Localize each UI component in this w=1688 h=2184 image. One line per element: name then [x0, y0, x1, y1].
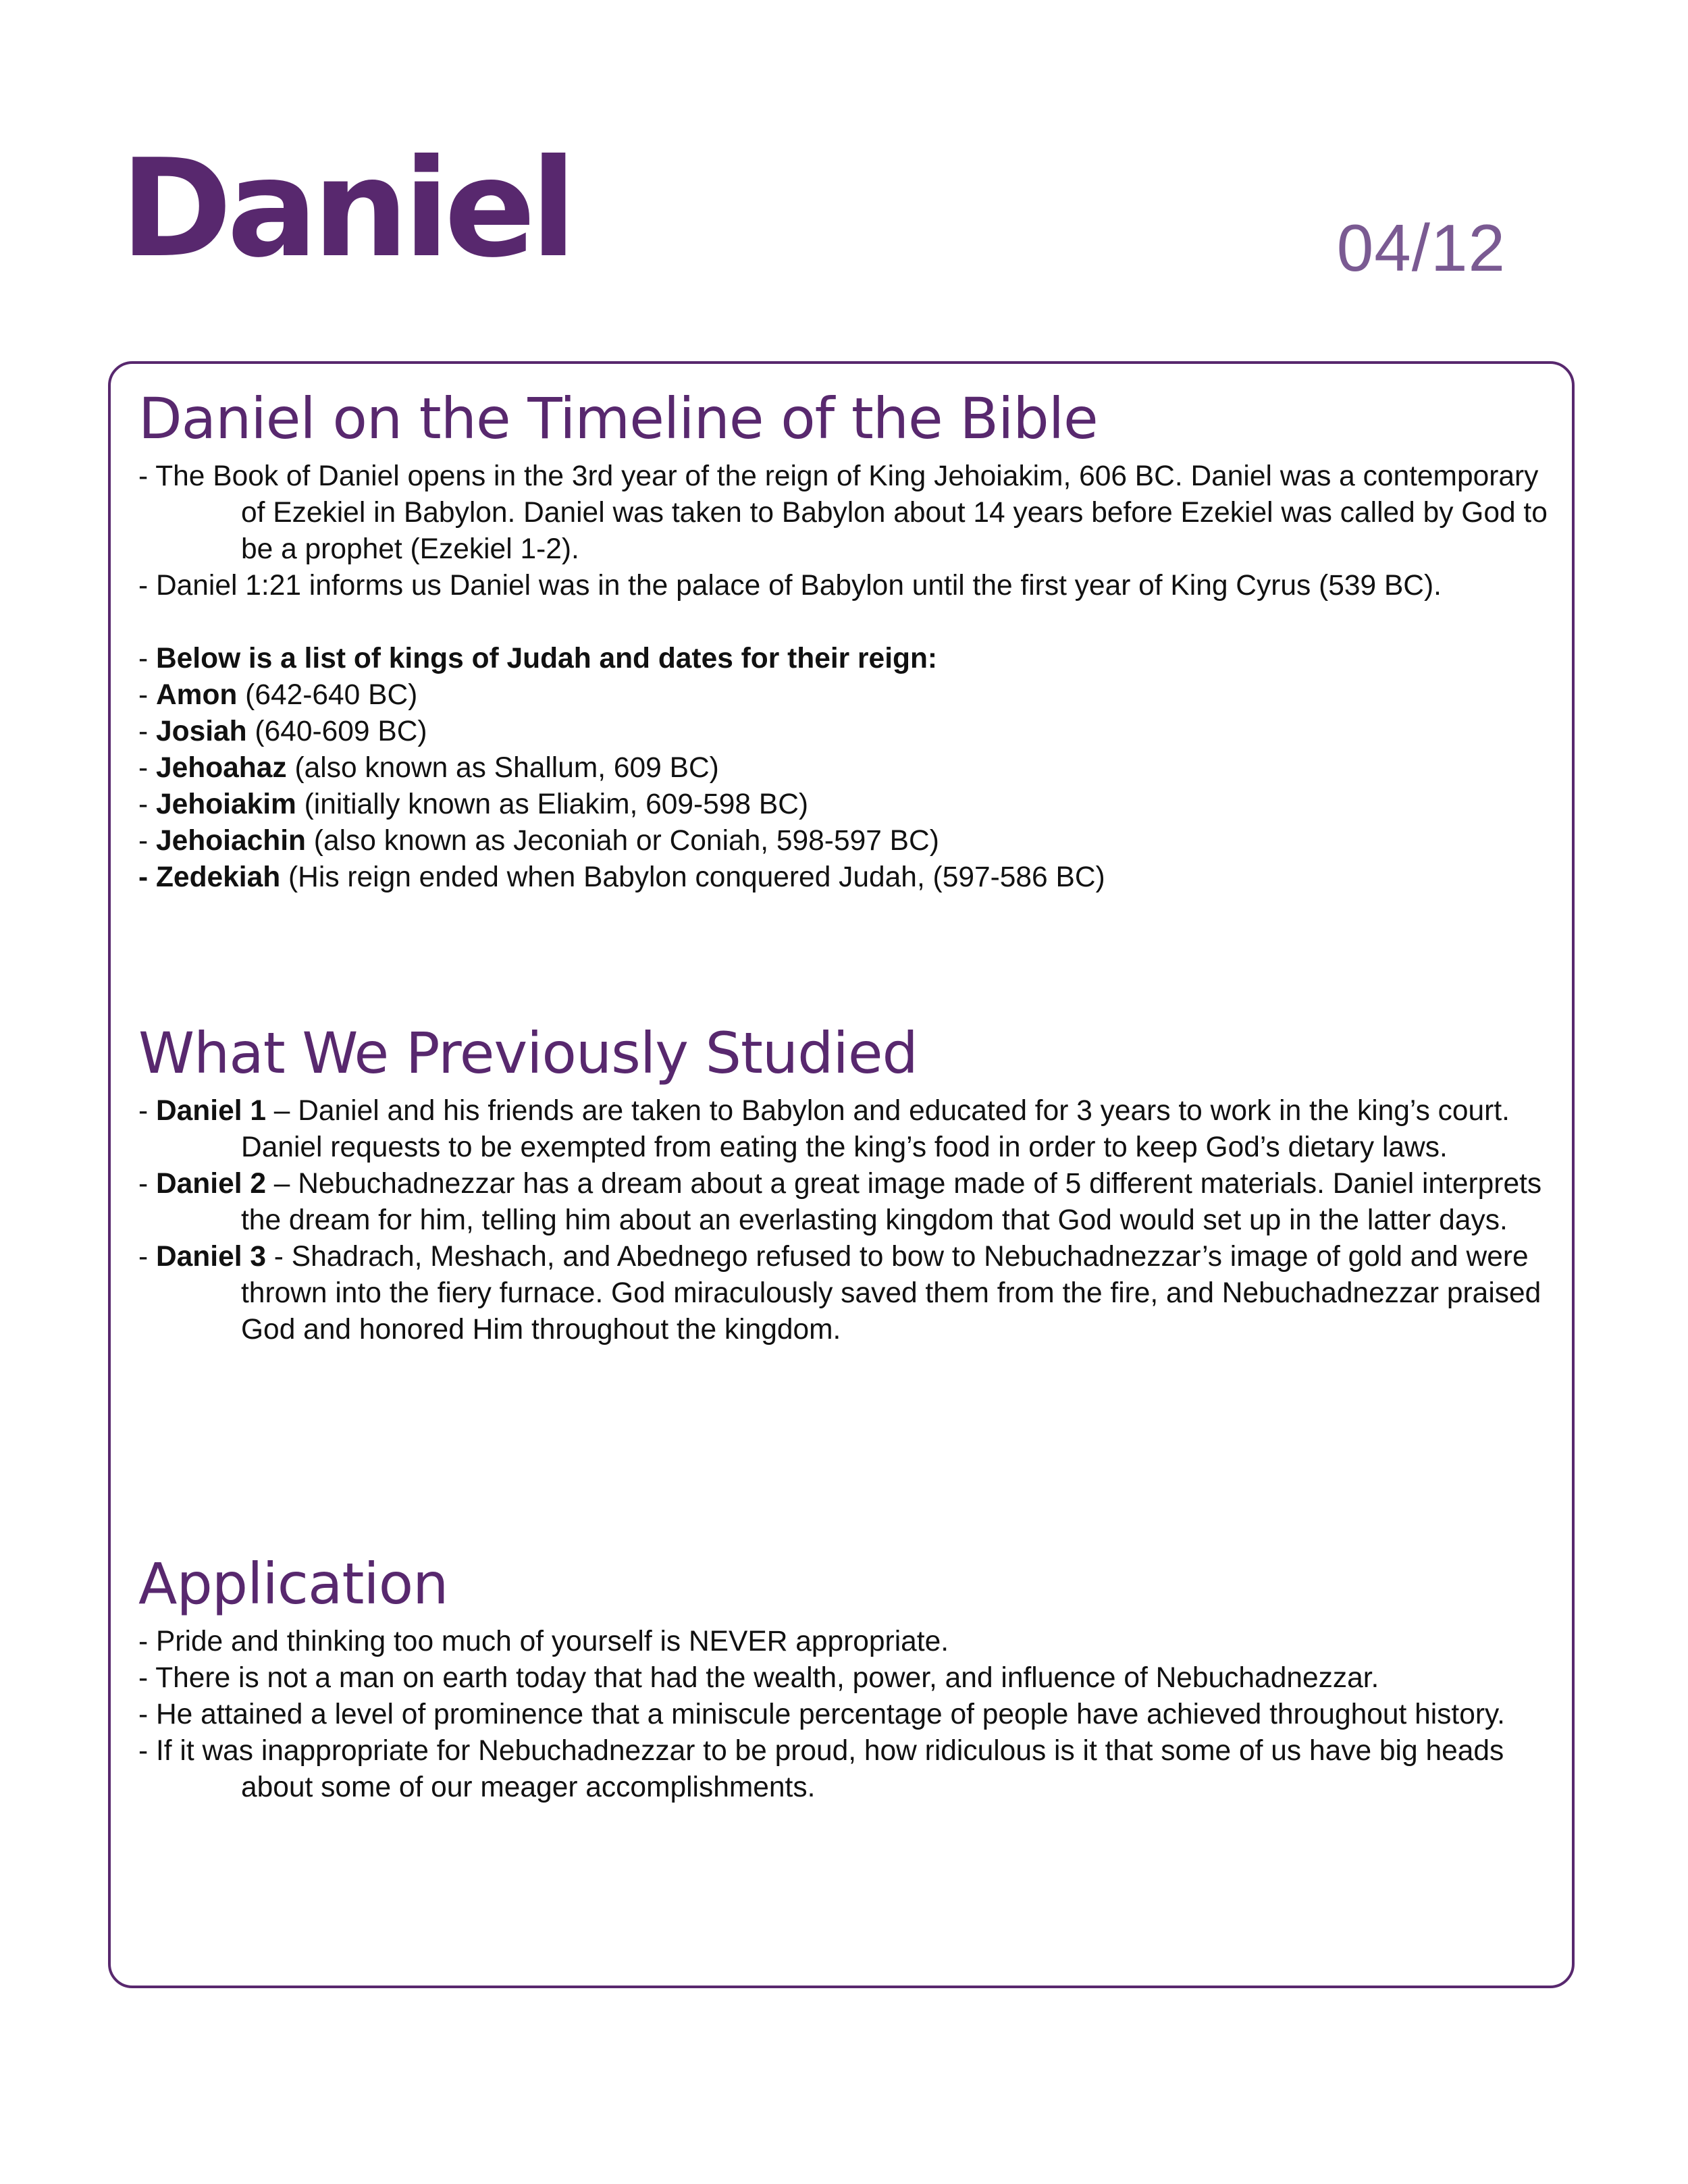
previous-lines — [138, 1093, 1556, 1348]
king-name: Jehoiachin — [155, 824, 306, 857]
bullet-prefix: - — [138, 788, 156, 820]
application-item: - He attained a level of prominence that a miniscule percentage of people have achieved throughout history. — [138, 1698, 1505, 1730]
king-name: Josiah — [155, 715, 247, 747]
kings-list-heading-text: Below is a list of kings of Judah and dates for their reign: — [155, 642, 938, 674]
king-detail: (also known as Jeconiah or Coniah, 598-597 BC) — [305, 824, 939, 857]
king-item — [138, 714, 1556, 750]
king-item — [138, 823, 1556, 859]
king-item — [138, 750, 1556, 787]
study-item — [138, 1166, 1556, 1239]
king-name: Amon — [155, 678, 238, 711]
application-item: - There is not a man on earth today that had the wealth, power, and influence of Nebuchadnezzar. — [138, 1661, 1379, 1694]
king-detail: (642-640 BC) — [237, 678, 418, 711]
study-item — [138, 1093, 1556, 1166]
timeline-lines — [138, 458, 1556, 896]
bullet-prefix: - — [138, 1240, 156, 1273]
bullet-prefix: - — [138, 715, 156, 747]
bullet-prefix: - — [138, 642, 156, 674]
bullet-prefix: - — [138, 861, 156, 893]
timeline-section — [138, 386, 1556, 896]
bullet-prefix: - — [138, 1094, 156, 1127]
king-name: Jehoiakim — [155, 788, 296, 820]
bullet-prefix: - — [138, 1167, 156, 1200]
chapter-summary: - Shadrach, Meshach, and Abednego refused to bow to Nebuchadnezzar’s image of gold and were thrown into the fiery furnace. God miraculously saved them from the fire, and Nebuchadnezzar praised God and honored Him throughout the kingdom. — [241, 1240, 1541, 1346]
king-detail: (also known as Shallum, 609 BC) — [286, 751, 719, 784]
previous-heading: What We Previously Studied — [138, 1020, 918, 1086]
page-title: Daniel — [120, 130, 572, 288]
timeline-intro-1: - The Book of Daniel opens in the 3rd year of the reign of King Jehoiakim, 606 BC. Daniel was a contemporary of Ezekiel in Babylon. Daniel was taken to Babylon about 14 years before Ezekiel was called by God to be a prophet (Ezekiel 1-2). — [138, 460, 1548, 565]
bullet-prefix: - — [138, 751, 156, 784]
previous-section — [138, 1021, 1556, 1348]
study-item — [138, 1239, 1556, 1348]
chapter-summary: – Daniel and his friends are taken to Babylon and educated for 3 years to work in the king’s court. Daniel requests to be exempted from eating the king’s food in order to keep God’s dietary laws. — [241, 1094, 1510, 1163]
bullet-prefix: - — [138, 678, 156, 711]
application-item: - Pride and thinking too much of yourself is NEVER appropriate. — [138, 1625, 949, 1657]
bullet-prefix: - — [138, 824, 156, 857]
spacer — [138, 604, 1556, 641]
chapter-name: Daniel 3 — [155, 1240, 266, 1273]
application-section — [138, 1551, 1556, 1806]
application-heading: Application — [138, 1551, 448, 1617]
king-detail: (His reign ended when Babylon conquered Judah, (597-586 BC) — [280, 861, 1105, 893]
king-item — [138, 787, 1556, 823]
king-item — [138, 677, 1556, 714]
chapter-name: Daniel 2 — [155, 1167, 266, 1200]
application-item: - If it was inappropriate for Nebuchadnezzar to be proud, how ridiculous is it that some of us have big heads about some of our meager accomplishments. — [138, 1734, 1504, 1803]
lesson-date: 04/12 — [1336, 211, 1506, 285]
timeline-intro-2: - Daniel 1:21 informs us Daniel was in the palace of Babylon until the first year of King Cyrus (539 BC). — [138, 569, 1442, 602]
chapter-name: Daniel 1 — [155, 1094, 266, 1127]
king-name: Jehoahaz — [155, 751, 287, 784]
king-detail: (initially known as Eliakim, 609-598 BC) — [296, 788, 809, 820]
application-lines — [138, 1624, 1556, 1806]
timeline-heading: Daniel on the Timeline of the Bible — [138, 385, 1098, 452]
king-detail: (640-609 BC) — [246, 715, 427, 747]
chapter-summary: – Nebuchadnezzar has a dream about a great image made of 5 different materials. Daniel interprets the dream for him, telling him about an everlasting kingdom that God would set up in the latter days. — [241, 1167, 1542, 1236]
king-item — [138, 859, 1556, 896]
king-name: Zedekiah — [155, 861, 281, 893]
kings-list-heading — [138, 641, 1556, 677]
